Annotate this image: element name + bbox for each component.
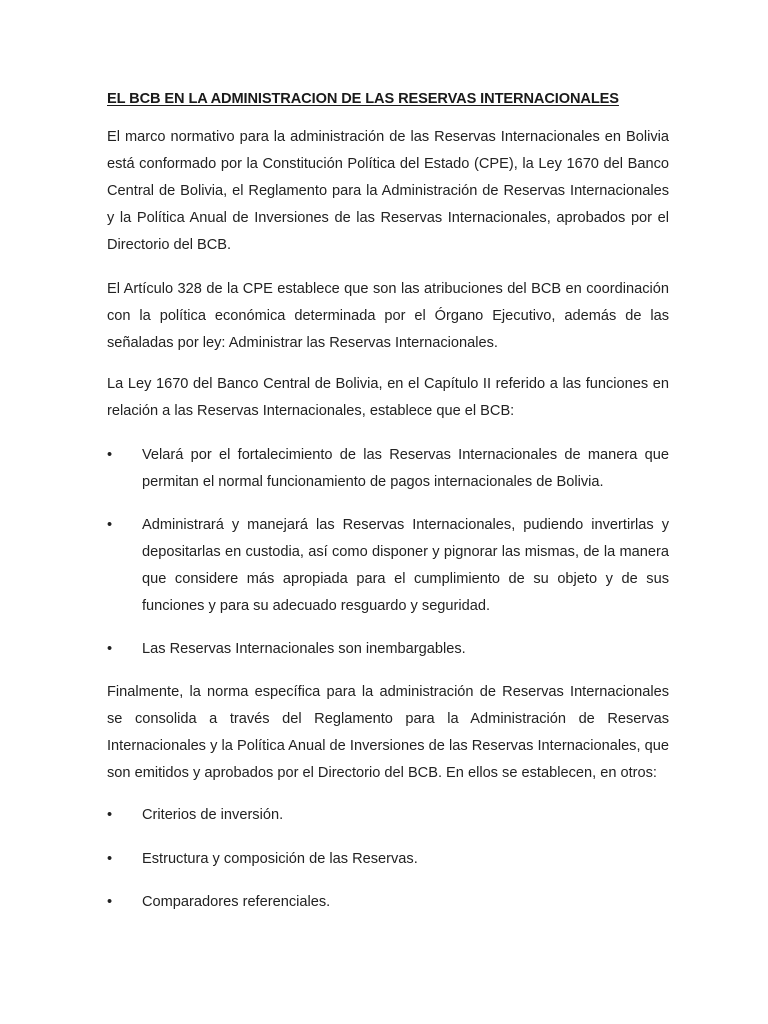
- bullet-icon: •: [107, 641, 113, 657]
- bullet-text: Estructura y composición de las Reservas.: [142, 851, 418, 867]
- paragraph-ley-1670: La Ley 1670 del Banco Central de Bolivia, en el Capítulo II referido a las funciones en relación a las Reservas Internacionales, establece que el BCB:: [107, 376, 669, 419]
- bullet-text: Administrará y manejará las Reservas Internacionales, pudiendo invertirlas y depositarlas en custodia, así como disponer y pignorar las mismas, de la manera que considere más apropiada para el cumplimiento de su objeto y de sus funciones y para su adecuado resguardo y seguridad.: [142, 517, 669, 614]
- bullet-text: Comparadores referenciales.: [142, 894, 331, 910]
- bullet-icon: •: [107, 517, 113, 533]
- bullet-icon: •: [107, 807, 113, 823]
- paragraph-articulo-328: El Artículo 328 de la CPE establece que son las atribuciones del BCB en coordinación con la política económica determinada por el Órgano Ejecutivo, además de las señaladas por ley: Administrar las Reservas Internacionales.: [107, 281, 669, 351]
- bullet-icon: •: [107, 894, 113, 910]
- paragraph-marco-normativo: El marco normativo para la administración de las Reservas Internacionales en Bolivia está conformado por la Constitución Política del Estado (CPE), la Ley 1670 del Banco Central de Bolivia, el Reglamento para la Administración de Reservas Internacionales y la Política Anual de Inversiones de las Reservas Internacionales, aprobados por el Directorio del BCB.: [107, 129, 669, 253]
- paragraph-finalmente: Finalmente, la norma específica para la administración de Reservas Internacionales se consolida a través del Reglamento para la Administración de Reservas Internacionales y la Política Anual de Inversiones de las Reservas Internacionales, que son emitidos y aprobados por el Directorio del BCB. En ellos se establecen, en otros:: [107, 684, 669, 781]
- bullet-icon: •: [107, 851, 113, 867]
- bullet-icon: •: [107, 447, 113, 463]
- bullet-text: Criterios de inversión.: [142, 807, 284, 823]
- bullet-text: Velará por el fortalecimiento de las Reservas Internacionales de manera que permitan el normal funcionamiento de pagos internacionales de Bolivia.: [142, 447, 669, 490]
- bullet-text: Las Reservas Internacionales son inembargables.: [142, 641, 466, 657]
- document-title: EL BCB EN LA ADMINISTRACION DE LAS RESERVAS INTERNACIONALES: [107, 91, 619, 107]
